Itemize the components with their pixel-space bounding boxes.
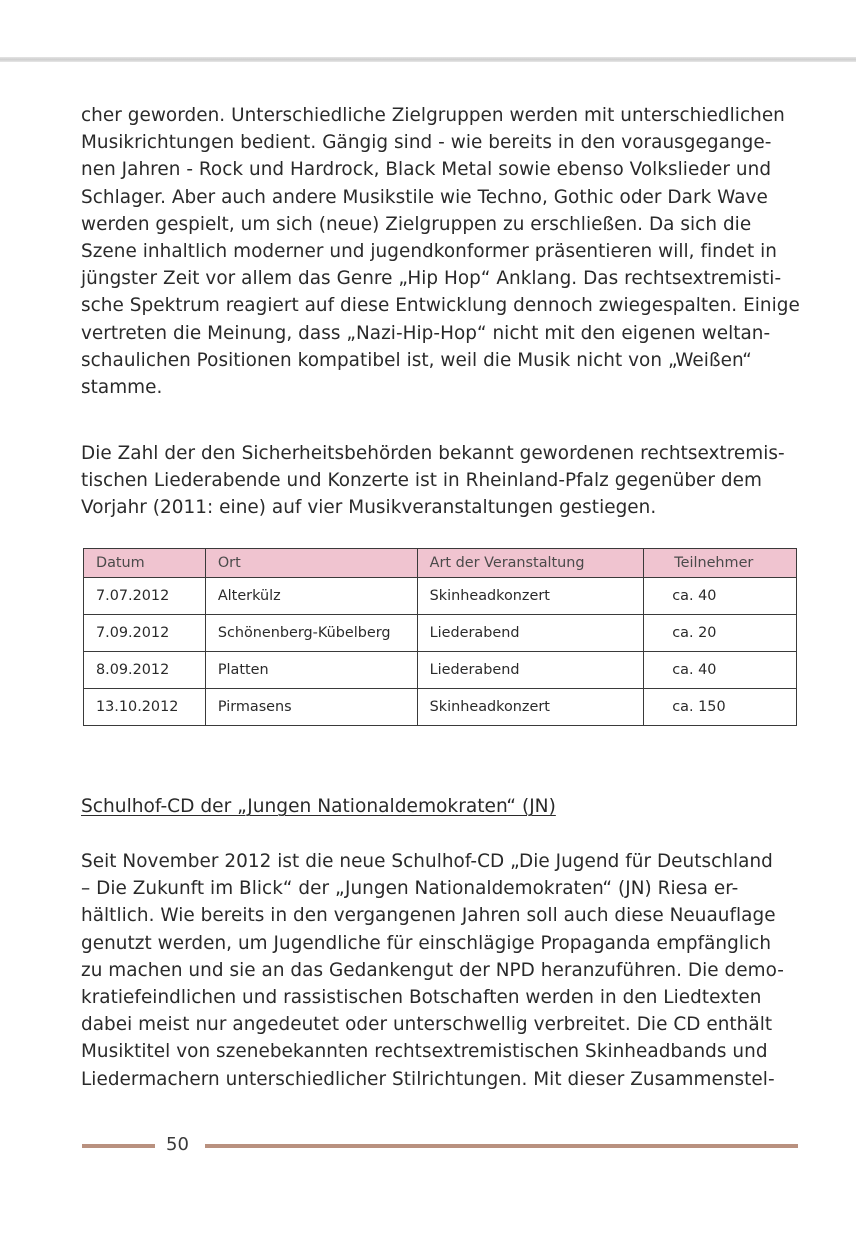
text-line: Szene inhaltlich moderner und jugendkonformer präsentieren will, findet in [81,240,777,262]
cell-participants: ca. 150 [644,689,797,726]
text-line: Schlager. Aber auch andere Musikstile wie Techno, Gothic oder Dark Wave [81,186,768,208]
body-paragraph-2 [81,440,793,522]
text-line: schaulichen Positionen kompatibel ist, weil die Musik nicht von „Weißen“ [81,349,752,371]
footer-accent-bar-left [82,1144,155,1148]
cell-date: 7.09.2012 [84,615,206,652]
text-line: stamme. [81,376,163,398]
table-row [84,578,797,615]
text-line: kratiefeindlichen und rassistischen Botschaften werden in den Liedtexten [81,986,762,1008]
text-line: hältlich. Wie bereits in den vergangenen Jahren soll auch diese Neuauflage [81,905,776,927]
text-line: Vorjahr (2011: eine) auf vier Musikveranstaltungen gestiegen. [81,497,657,519]
cell-event-type: Liederabend [417,652,644,689]
text-line: genutzt werden, um Jugendliche für einschlägige Propaganda empfänglich [81,932,772,954]
body-paragraph-1 [81,102,800,401]
page-number: 50 [166,1134,189,1155]
cell-date: 7.07.2012 [84,578,206,615]
table-row [84,689,797,726]
header-event-type: Art der Veranstaltung [417,549,644,578]
cell-location: Schönenberg-Kübelberg [205,615,417,652]
text-line: Musiktitel von szenebekannten rechtsextremistischen Skinheadbands und [81,1041,768,1063]
text-line: dabei meist nur angedeutet oder unterschwellig verbreitet. Die CD enthält [81,1014,773,1036]
cell-location: Alterkülz [205,578,417,615]
top-divider [0,57,856,62]
text-line: tischen Liederabende und Konzerte ist in Rheinland-Pfalz gegenüber dem [81,470,762,492]
header-participants: Teilnehmer [644,549,797,578]
footer-accent-bar-right [205,1144,798,1148]
cell-event-type: Skinheadkonzert [417,689,644,726]
text-line: zu machen und sie an das Gedankengut der NPD heranzuführen. Die demo- [81,959,784,981]
events-table [83,548,797,726]
text-line: Seit November 2012 ist die neue Schulhof-CD „Die Jugend für Deutschland [81,851,773,872]
table-row [84,615,797,652]
body-paragraph-3 [81,848,793,1093]
text-line: jüngster Zeit vor allem das Genre „Hip Hop“ Anklang. Das rechtsextremisti- [81,268,782,290]
cell-location: Platten [205,652,417,689]
text-line: vertreten die Meinung, dass „Nazi-Hip-Hop“ nicht mit den eigenen weltan- [81,322,771,344]
cell-date: 8.09.2012 [84,652,206,689]
header-location: Ort [205,549,417,578]
cell-participants: ca. 40 [644,652,797,689]
cell-event-type: Skinheadkonzert [417,578,644,615]
text-line: cher geworden. Unterschiedliche Zielgruppen werden mit unterschiedlichen [81,105,785,126]
text-line: werden gespielt, um sich (neue) Zielgruppen zu erschließen. Da sich die [81,213,752,235]
text-line: sche Spektrum reagiert auf diese Entwicklung dennoch zwiegespalten. Einige [81,295,800,317]
text-line: – Die Zukunft im Blick“ der „Jungen Nationaldemokraten“ (JN) Riesa er- [81,878,739,900]
header-date: Datum [84,549,206,578]
table-header-row [84,549,797,578]
cell-participants: ca. 40 [644,578,797,615]
cell-participants: ca. 20 [644,615,797,652]
text-line: Musikrichtungen bedient. Gängig sind - wie bereits in den vorausgegange- [81,132,772,154]
cell-event-type: Liederabend [417,615,644,652]
text-line: Die Zahl der den Sicherheitsbehörden bekannt gewordenen rechtsextremis- [81,443,785,464]
table-row [84,652,797,689]
text-line: nen Jahren - Rock und Hardrock, Black Metal sowie ebenso Volkslieder und [81,159,772,181]
section-heading: Schulhof-CD der „Jungen Nationaldemokraten“ (JN) [81,796,556,817]
cell-date: 13.10.2012 [84,689,206,726]
text-line: Liedermachern unterschiedlicher Stilrichtungen. Mit dieser Zusammenstel- [81,1068,775,1090]
cell-location: Pirmasens [205,689,417,726]
